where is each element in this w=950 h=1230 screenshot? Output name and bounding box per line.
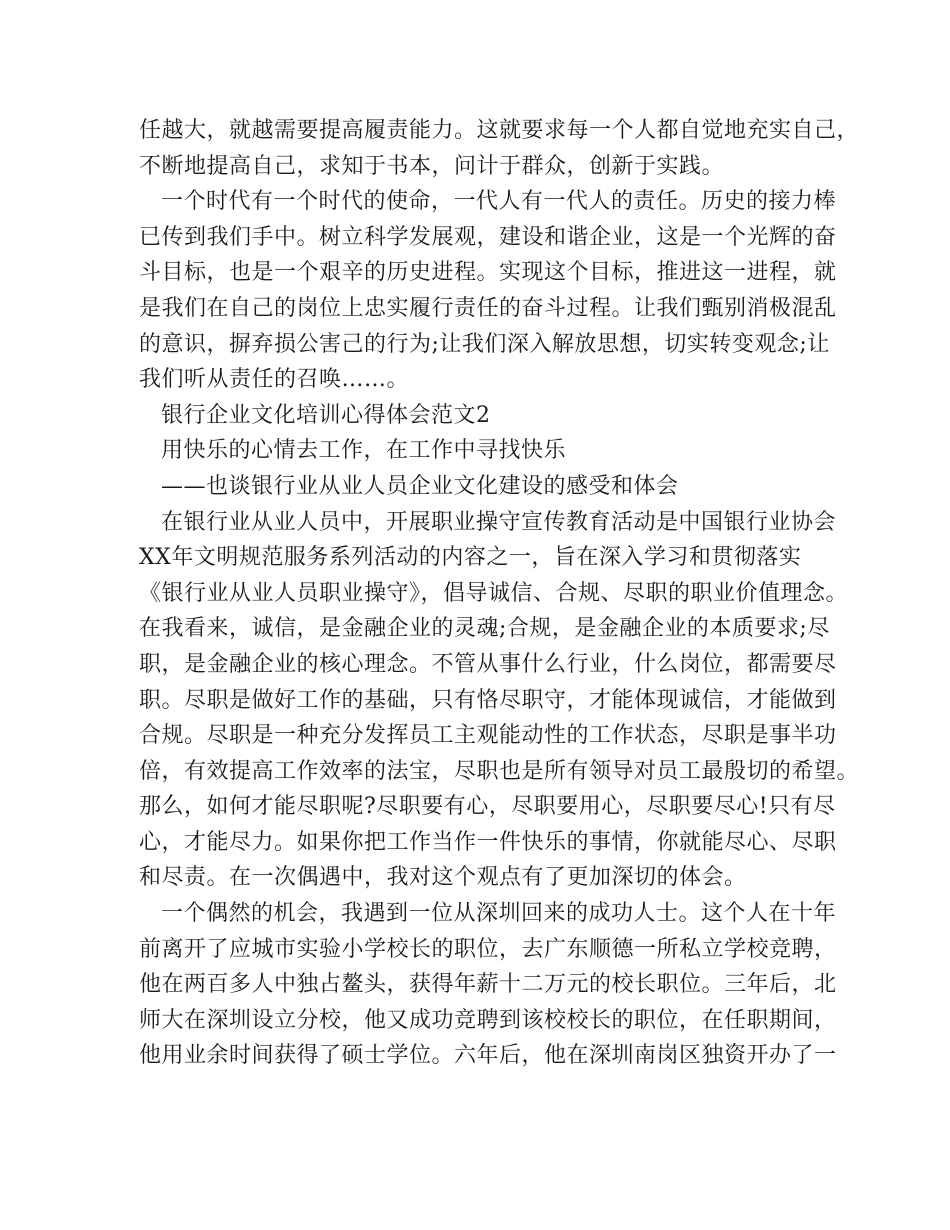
text-line: ——也谈银行业从业人员企业文化建设的感受和体会 (161, 473, 679, 499)
text-line: 不断地提高自己，求知于书本，问计于群众，创新于实践。 (139, 153, 725, 179)
text-line: 在银行业从业人员中，开展职业操守宣传教育活动是中国银行业协会 (161, 509, 837, 535)
text-line: 他在两百多人中独占鳌头，获得年薪十二万元的校长职位。三年后，北 (139, 972, 837, 998)
text-line: 斗目标，也是一个艰辛的历史进程。实现这个目标，推进这一进程，就 (139, 260, 837, 286)
text-line: 《银行业从业人员职业操守》，倡导诚信、合规、尽职的职业价值理念。 (139, 580, 849, 606)
text-line: 合规。尽职是一种充分发挥员工主观能动性的工作状态，尽职是事半功 (139, 723, 837, 749)
text-line: 银行企业文化培训心得体会范文2 (161, 402, 491, 428)
text-line: 一个偶然的机会，我遇到一位从深圳回来的成功人士。这个人在十年 (161, 901, 837, 927)
text-line: 用快乐的心情去工作，在工作中寻找快乐 (161, 438, 567, 464)
document-body (139, 113, 860, 1074)
text-line: 已传到我们手中。树立科学发展观，建设和谐企业，这是一个光辉的奋 (139, 224, 837, 250)
text-line: 一个时代有一个时代的使命，一代人有一代人的责任。历史的接力棒 (161, 189, 837, 215)
text-line: 心，才能尽力。如果你把工作当作一件快乐的事情，你就能尽心、尽职 (139, 829, 837, 855)
text-line: 师大在深圳设立分校，他又成功竞聘到该校校长的职位，在任职期间， (139, 1007, 837, 1033)
text-line: 前离开了应城市实验小学校长的职位，去广东顺德一所私立学校竞聘， (139, 936, 837, 962)
text-line: 我们听从责任的召唤……。 (139, 367, 410, 393)
text-line: 的意识，摒弃损公害己的行为;让我们深入解放思想，切实转变观念;让 (139, 331, 830, 357)
text-line: 倍，有效提高工作效率的法宝，尽职也是所有领导对员工最殷切的希望。 (139, 758, 860, 784)
text-line: 任越大，就越需要提高履责能力。这就要求每一个人都自觉地充实自己， (139, 118, 860, 143)
text-line: 在我看来，诚信，是金融企业的灵魂;合规，是金融企业的本质要求;尽 (139, 616, 830, 642)
text-line: 职。尽职是做好工作的基础，只有恪尽职守，才能体现诚信，才能做到 (139, 687, 837, 713)
text-line: XX年文明规范服务系列活动的内容之一，旨在深入学习和贯彻落实 (139, 545, 802, 571)
text-line: 他用业余时间获得了硕士学位。六年后，他在深圳南岗区独资开办了一 (139, 1043, 837, 1069)
text-line: 那么，如何才能尽职呢?尽职要有心，尽职要用心，尽职要尽心!只有尽 (139, 794, 836, 820)
text-line: 和尽责。在一次偶遇中，我对这个观点有了更加深切的体会。 (139, 865, 747, 891)
text-line: 是我们在自己的岗位上忠实履行责任的奋斗过程。让我们甄别消极混乱 (139, 295, 837, 321)
text-line: 职，是金融企业的核心理念。不管从事什么行业，什么岗位，都需要尽 (139, 651, 837, 677)
